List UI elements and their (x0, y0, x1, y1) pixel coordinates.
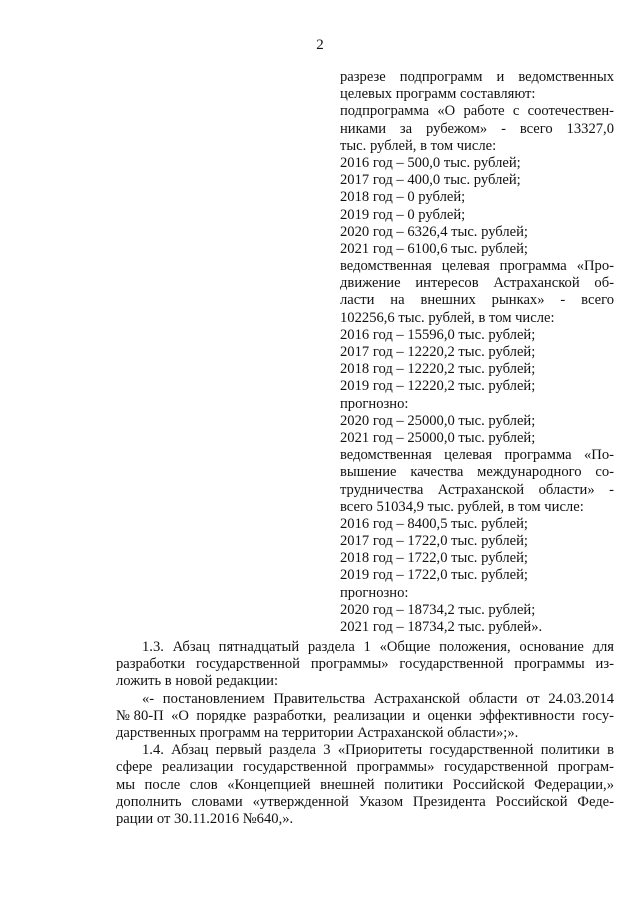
body-line: 1.3. Абзац пятнадцатый раздела 1 «Общие положения, основание для (142, 639, 614, 655)
right-column-line: трудничества Астраханской области» - (340, 481, 614, 498)
body-line: ложить в новой редакции: (116, 673, 279, 690)
right-column-line: 2017 год – 1722,0 тыс. рублей; (340, 533, 528, 550)
right-column-text (340, 69, 614, 636)
right-column-line: 2018 год – 12220,2 тыс. рублей; (340, 361, 536, 378)
right-column-line: 2018 год – 1722,0 тыс. рублей; (340, 550, 528, 567)
right-column-line: 2020 год – 6326,4 тыс. рублей; (340, 223, 528, 240)
right-column-line: 2021 год – 6100,6 тыс. рублей; (340, 240, 528, 257)
body-line: рации от 30.11.2016 №640,». (116, 810, 294, 827)
body-line: 1.4. Абзац первый раздела 3 «Приоритеты государственной политики в (142, 742, 614, 759)
right-column-line: 2017 год – 400,0 тыс. рублей; (340, 172, 521, 189)
right-column-line: прогнозно: (340, 584, 409, 601)
right-column-line: вышение качества международного со- (340, 464, 614, 481)
right-column-line: подпрограмма «О работе с соотечествен- (340, 103, 614, 120)
body-line: дополнить словами «утвержденной Указом Президента Российской Феде- (116, 793, 614, 810)
right-column-line: 2017 год – 12220,2 тыс. рублей; (340, 344, 536, 360)
right-column-line: 2016 год – 15596,0 тыс. рублей; (340, 326, 536, 343)
right-column-line: никами за рубежом» - всего 13327,0 (340, 120, 614, 137)
page-number: 2 (316, 37, 324, 53)
body-line: сфере реализации государственной программы» государственной програм- (116, 759, 614, 776)
right-column-line: целевых программ составляют: (340, 86, 536, 103)
right-column-line: прогнозно: (340, 395, 409, 412)
right-column-line: 2021 год – 25000,0 тыс. рублей; (340, 429, 536, 446)
right-column-line: 2019 год – 12220,2 тыс. рублей; (340, 378, 536, 395)
right-column-line: тыс. рублей, в том числе: (340, 137, 497, 154)
right-column-line: 2019 год – 1722,0 тыс. рублей; (340, 567, 528, 584)
right-column-line: движение интересов Астраханской об- (340, 275, 614, 292)
right-column-line: 102256,6 тыс. рублей, в том числе: (340, 309, 555, 326)
body-line: разработки государственной программы» государственной программы из- (116, 656, 614, 673)
body-paragraphs (116, 639, 614, 828)
right-column-line: 2020 год – 18734,2 тыс. рублей; (340, 601, 536, 618)
right-column-line: 2016 год – 8400,5 тыс. рублей; (340, 515, 528, 532)
right-column-line: 2020 год – 25000,0 тыс. рублей; (340, 412, 536, 429)
body-line: дарственных программ на территории Астраханской области»;». (116, 724, 519, 741)
right-column-line: ласти на внешних рынках» - всего (340, 292, 614, 309)
right-column-line: ведомственная целевая программа «Про- (340, 258, 614, 275)
right-column-line: 2018 год – 0 рублей; (340, 189, 466, 206)
body-line: мы после слов «Концепцией внешней политики Российской Федерации,» (116, 776, 614, 793)
right-column-line: 2019 год – 0 рублей; (340, 206, 466, 223)
body-line: №80-П «О порядке разработки, реализации и оценки эффективности госу- (116, 707, 614, 724)
right-column-line: всего 51034,9 тыс. рублей, в том числе: (340, 498, 584, 515)
right-column-line: ведомственная целевая программа «По- (340, 447, 614, 464)
right-column-line: разрезе подпрограмм и ведомственных (340, 69, 614, 85)
right-column-line: 2021 год – 18734,2 тыс. рублей». (340, 619, 543, 635)
right-column-line: 2016 год – 500,0 тыс. рублей; (340, 154, 521, 171)
body-line: «- постановлением Правительства Астраханской области от 24.03.2014 (142, 690, 614, 707)
